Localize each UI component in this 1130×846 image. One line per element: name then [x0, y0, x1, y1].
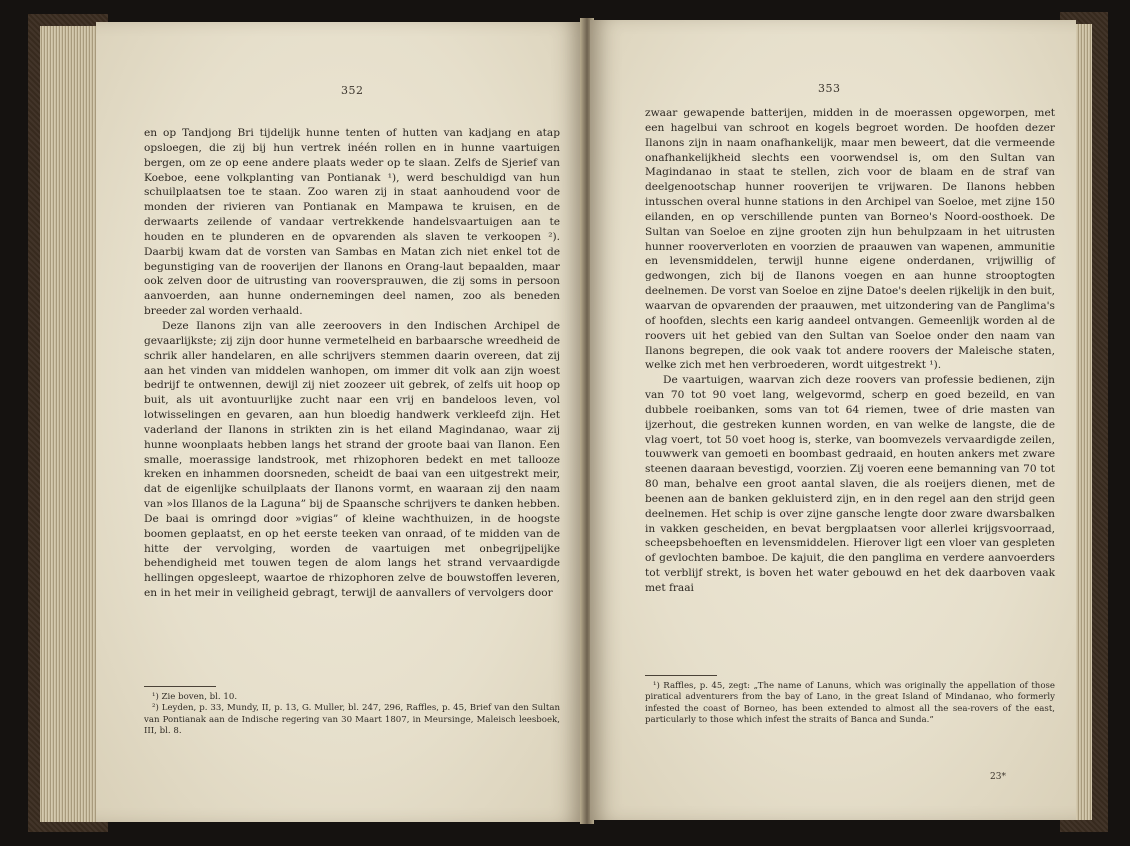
paragraph: zwaar gewapende batterijen, midden in de moerassen opgeworpen, met een hagelbui van schroot en kogels begroet worden. De hoofden dezer Ilanons zijn in naam onafhankelijk, maar men beweert, dat die vermeende onafhankelijkheid slechts een voorwendsel is, om den Sultan van Magindanao in staat te stellen, zich voor de blaam en de straf van deelgenootschap hunner rooverijen te vrijwaren. De Ilanons hebben intusschen overal hunne stations in den Archipel van Soeloe, met zijne 150 eilanden, en op verschillende punten van Borneo's Noord-oosthoek. De Sultan van Soeloe en zijne grooten zijn hun behulpzaam in het uitrusten hunner rooververloten en voorzien de praauwen van wapenen, ammunitie en levensmiddelen, terwijl hunne eigene onderdanen, vrijwillig of gedwongen, zich bij de Ilanons voegen en aan hunne strooptogten deelnemen. De vorst van Soeloe en zijne Datoe's deelen rijkelijk in den buit, waarvan de opvarenden der praauwen, met uitzondering van de Panglima's of hoofden, slechts een karig aandeel ontvangen. Gemeenlijk worden al de roovers uit het gebied van den Sultan van Soeloe onder den naam van Ilanons begrepen, die ook vaak tot andere roovers der Maleische staten, welke zich met hen verbroederen, wordt uitgestrekt ¹).: [645, 107, 1055, 372]
body-text: [144, 126, 560, 601]
page-edges-right: [1074, 24, 1092, 820]
footnote: ¹) Zie boven, bl. 10.: [152, 692, 238, 702]
paragraph: De vaartuigen, waarvan zich deze roovers van professie bedienen, zijn van 70 tot 90 voet lang, welgevormd, scherp en goed bezeild, en van dubbele roeibanken, soms van tot 64 riemen, twee of drie masten van ijzerhout, die gestreken kunnen worden, en van welke de langste, die de vlag voert, tot 50 voet hoog is, sterke, van boomvezels vervaardigde zeilen, touwwerk van gemoeti en boombast gedraaid, en houten ankers met zware steenen daaraan bevestigd, voorzien. Zij voeren eene bemanning van 70 tot 80 man, behalve een groot aantal slaven, die als roeijers dienen, met de beenen aan de banken gekluisterd zijn, en in den regel aan den strijd geen deelnemen. Het schip is over zijne gansche lengte door zware dwarsbalken in vakken gescheiden, en bevat bergplaatsen voor allerlei krijgsvoorraad, scheepsbehoeften en levensmiddelen. Hierover ligt een vloer van gespleten of gevlochten bamboe. De kajuit, die den panglima en verdere aanvoerders tot verblijf strekt, is boven het water gebouwd en het dek daarboven vaak met fraai: [645, 374, 1055, 594]
signature-mark: 23*: [990, 772, 1006, 782]
footnote-rule: [144, 686, 216, 687]
paragraph: en op Tandjong Bri tijdelijk hunne tenten of hutten van kadjang en atap opsloegen, die zij bij hun vertrek inéén rollen en in hunne vaartuigen bergen, om ze op eene andere plaats weder op te slaan. Zelfs de Sjerief van Koeboe, eene volkplanting van Pontianak ¹), werd beschuldigd van hun schuilplaatsen toe te staan. Zoo waren zij in staat aanhoudend voor de monden der rivieren van Pontianak en Mampawa te kruisen, en de derwaarts zeilende of vandaar vertrekkende handelsvaartuigen aan te houden en te plunderen en de opvarenden als slaven te verkoopen ²). Daarbij kwam dat de vorsten van Sambas en Matan zich niet enkel tot de begunstiging van de rooverijen der Ilanons en Orang-laut bepaalden, maar ook zelven door de uitrusting van rooversprauwen, die zij soms in persoon aanvoerden, aan hunne ondernemingen deel namen, zoo als beneden breeder zal worden verhaald.: [144, 127, 560, 318]
footnote-rule: [645, 675, 717, 676]
footnotes: [144, 692, 560, 738]
page-number: 353: [818, 82, 841, 95]
paragraph: Deze Ilanons zijn van alle zeeroovers in den Indischen Archipel de gevaarlijkste; zij zijn door hunne vermetelheid en barbaarsche wreedheid de schrik aller handelaren, en alle schrijvers stemmen daarin overeen, dat zij aan het vinden van middelen wanhopen, om immer dit volk aan zijn woest bedrijf te ontwennen, dewijl zij niet zoozeer uit gebrek, of zelfs uit hoop op buit, als uit avontuurlijke zucht naar een vrij en bandeloos leven, vol lotwisselingen en gevaren, aan hun bloedig handwerk verkleefd zijn. Het vaderland der Ilanons in strikten zin is het eiland Magindanao, waar zij hunne woonplaats hebben langs het strand der groote baai van Ilanon. Een smalle, moerassige landstrook, met rhizophoren bedekt en met tallooze kreken en inhammen doorsneden, scheidt de baai van een uitgestrekt meir, dat de eigenlijke schuilplaats der Ilanons vormt, en waaraan zij den naam van »los Illanos de la Laguna” bij de Spaansche schrijvers te danken hebben. De baai is omringd door »vigias” of kleine wachthuizen, in de hoogste boomen geplaatst, en op het eerste teeken van onraad, of te midden van de hitte der vervolging, worden de vaartuigen met onbegrijpelijke behendigheid met touwen tegen de alom langs het strand vervaardigde hellingen opgesleept, waartoe de rhizophoren zelve de bouwstoffen leveren, en in het meir in veiligheid gebragt, terwijl de aanvallers of vervolgers door: [144, 319, 560, 600]
page-edges-left: [40, 26, 98, 822]
page-number: 352: [341, 84, 364, 97]
left-page: [96, 22, 583, 822]
footnotes: [645, 681, 1055, 727]
body-text: [645, 106, 1055, 596]
footnote: ¹) Raffles, p. 45, zegt: „The name of Lanuns, which was originally the appellation of those piratical adventurers from the bay of Lano, in the great Island of Mindanao, who formerly infested the coast of Borneo, has been extended to almost all the sea-rovers of the east, particularly to those which infest the straits of Banca and Sunda.”: [645, 681, 1055, 726]
right-page: [590, 20, 1076, 820]
footnote: ²) Leyden, p. 33, Mundy, II, p. 13, G. Muller, bl. 247, 296, Raffles, p. 45, Brief van den Sultan van Pontianak aan de Indische regering van 30 Maart 1807, in Meursinge, Maleisch leesboek, III, bl. 8.: [144, 703, 560, 737]
